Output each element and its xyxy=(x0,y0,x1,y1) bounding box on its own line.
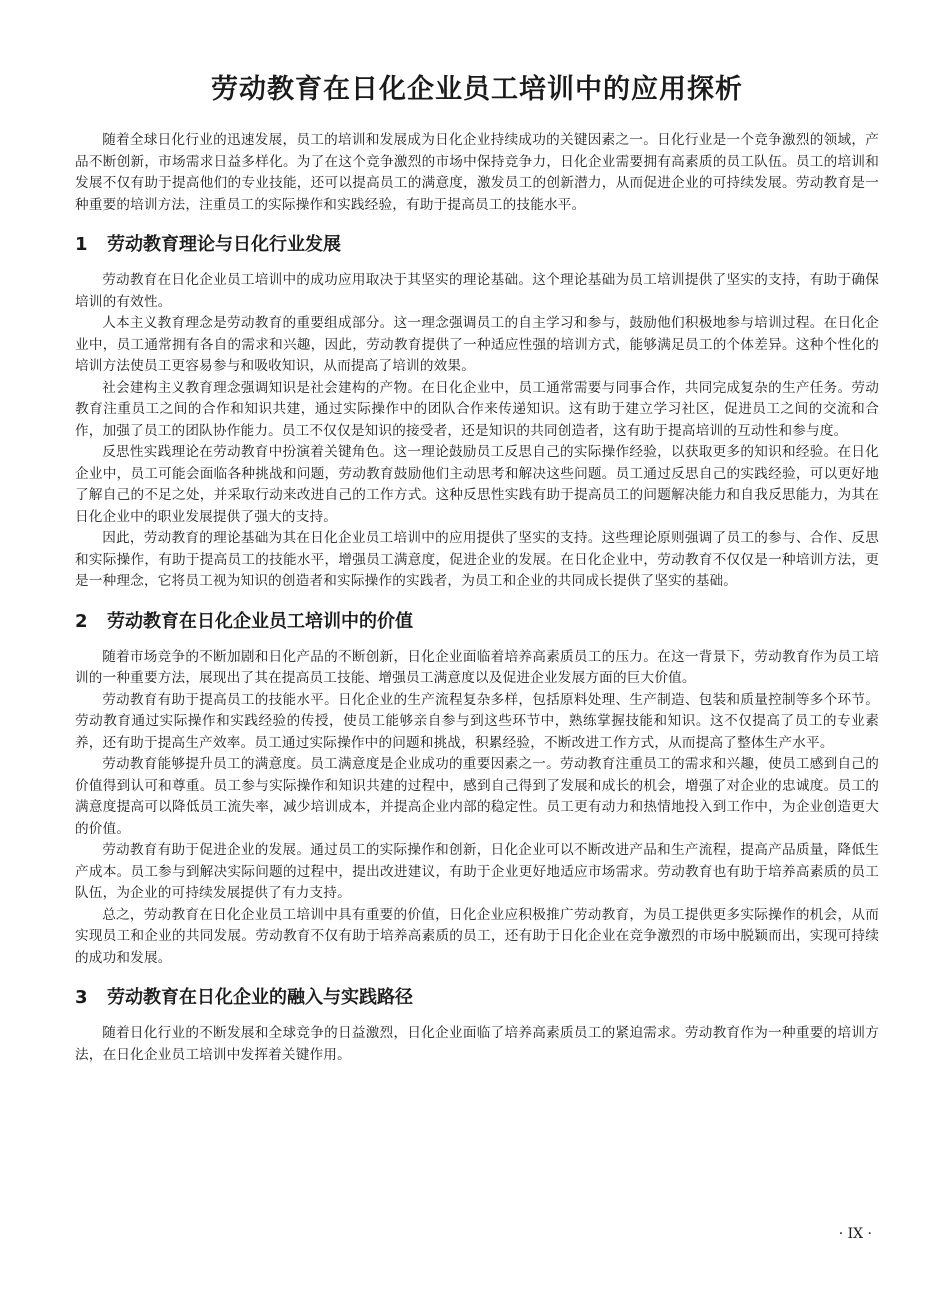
paragraph: 随着市场竞争的不断加剧和日化产品的不断创新，日化企业面临着培养高素质员工的压力。在这一背景下，劳动教育作为员工培训的一种重要方法，展现出了其在提高员工技能、增强员工满意度以及促进企业发展方面的巨大价值。 xyxy=(75,648,879,686)
paragraph: 社会建构主义教育理念强调知识是社会建构的产物。在日化企业中，员工通常需要与同事合作，共同完成复杂的生产任务。劳动教育注重员工之间的合作和知识共建，通过实际操作中的团队合作来传递知识。这有助于建立学习社区，促进员工之间的交流和合作，加强了员工的团队协作能力。员工不仅仅是知识的接受者，还是知识的共同创造者，这有助于提高培训的互动性和参与度。 xyxy=(75,379,879,439)
section-title: 劳动教育在日化企业的融入与实践路径 xyxy=(107,987,413,1008)
paragraph: 劳动教育能够提升员工的满意度。员工满意度是企业成功的重要因素之一。劳动教育注重员工的需求和兴趣，使员工感到自己的价值得到认可和尊重。员工参与实际操作和知识共建的过程中，感到自己得到了发展和成长的机会，增强了对企业的忠诚度。员工的满意度提高可以降低员工流失率，减少培训成本，并提高企业内部的稳定性。员工更有动力和热情地投入到工作中，为企业创造更大的价值。 xyxy=(75,756,879,837)
section-number: 1 xyxy=(75,234,88,255)
article xyxy=(75,70,879,1066)
paragraph: 劳动教育有助于促进企业的发展。通过员工的实际操作和创新，日化企业可以不断改进产品和生产流程，提高产品质量，降低生产成本。员工参与到解决实际问题的过程中，提出改进建议，有助于企业更好地适应市场需求。劳动教育也有助于培养高素质的员工队伍，为企业的可持续发展提供了有力支持。 xyxy=(75,842,879,901)
paragraph: 劳动教育在日化企业员工培训中的成功应用取决于其坚实的理论基础。这个理论基础为员工培训提供了坚实的支持，有助于确保培训的有效性。 xyxy=(75,272,879,310)
page-number: · IX · xyxy=(838,1226,872,1242)
section-heading-2 xyxy=(75,607,879,637)
section-heading-1 xyxy=(75,230,879,260)
paragraph: 因此，劳动教育的理论基础为其在日化企业员工培训中的应用提供了坚实的支持。这些理论原则强调了员工的参与、合作、反思和实际操作，有助于提高员工的技能水平，增强员工满意度，促进企业的发展。在日化企业中，劳动教育不仅仅是一种培训方法，更是一种理念，它将员工视为知识的创造者和实际操作的实践者，为员工和企业的共同成长提供了坚实的基础。 xyxy=(75,530,879,589)
section-number: 2 xyxy=(75,610,88,632)
paragraph: 随着日化行业的不断发展和全球竞争的日益激烈，日化企业面临了培养高素质员工的紧迫需求。劳动教育作为一种重要的培训方法，在日化企业员工培训中发挥着关键作用。 xyxy=(75,1025,879,1063)
section-title: 劳动教育在日化企业员工培训中的价值 xyxy=(107,610,413,632)
paragraph: 人本主义教育理念是劳动教育的重要组成部分。这一理念强调员工的自主学习和参与，鼓励他们积极地参与培训过程。在日化企业中，员工通常拥有各自的需求和兴趣，因此，劳动教育提供了一种适应性强的培训方式，能够满足员工的个体差异。这种个性化的培训方法使员工更容易参与和吸收知识，从而提高了培训的效果。 xyxy=(75,315,879,374)
paragraph: 劳动教育有助于提高员工的技能水平。日化企业的生产流程复杂多样，包括原料处理、生产制造、包装和质量控制等多个环节。劳动教育通过实际操作和实践经验的传授，使员工能够亲自参与到这些环节中，熟练掌握技能和知识。这不仅提高了员工的专业素养，还有助于提高生产效率。员工通过实际操作中的问题和挑战，积累经验，不断改进工作方式，从而提高了整体生产水平。 xyxy=(75,691,879,751)
section-heading-3 xyxy=(75,983,879,1013)
section-number: 3 xyxy=(75,987,88,1008)
page-title: 劳动教育在日化企业员工培训中的应用探析 xyxy=(211,74,743,105)
paragraph: 反思性实践理论在劳动教育中扮演着关键角色。这一理论鼓励员工反思自己的实际操作经验，以获取更多的知识和经验。在日化企业中，员工可能会面临各种挑战和问题，劳动教育鼓励他们主动思考和解决这些问题。员工通过反思自己的实践经验，可以更好地了解自己的不足之处，并采取行动来改进自己的工作方式。这种反思性实践有助于提高员工的问题解决能力和自我反思能力，为其在日化企业中的职业发展提供了强大的支持。 xyxy=(75,444,879,525)
section-title: 劳动教育理论与日化行业发展 xyxy=(107,234,341,255)
intro-paragraph: 随着全球日化行业的迅速发展，员工的培训和发展成为日化企业持续成功的关键因素之一。日化行业是一个竞争激烈的领域，产品不断创新，市场需求日益多样化。为了在这个竞争激烈的市场中保持竞争力，日化企业需要拥有高素质的员工队伍。员工的培训和发展不仅有助于提高他们的专业技能，还可以提高员工的满意度，激发员工的创新潜力，从而促进企业的可持续发展。劳动教育是一种重要的培训方法，注重员工的实际操作和实践经验，有助于提高员工的技能水平。 xyxy=(75,132,879,213)
paragraph: 总之，劳动教育在日化企业员工培训中具有重要的价值，日化企业应积极推广劳动教育，为员工提供更多实际操作的机会，从而实现员工和企业的共同发展。劳动教育不仅有助于培养高素质的员工，还有助于日化企业在竞争激烈的市场中脱颖而出，实现可持续的成功和发展。 xyxy=(75,906,879,966)
